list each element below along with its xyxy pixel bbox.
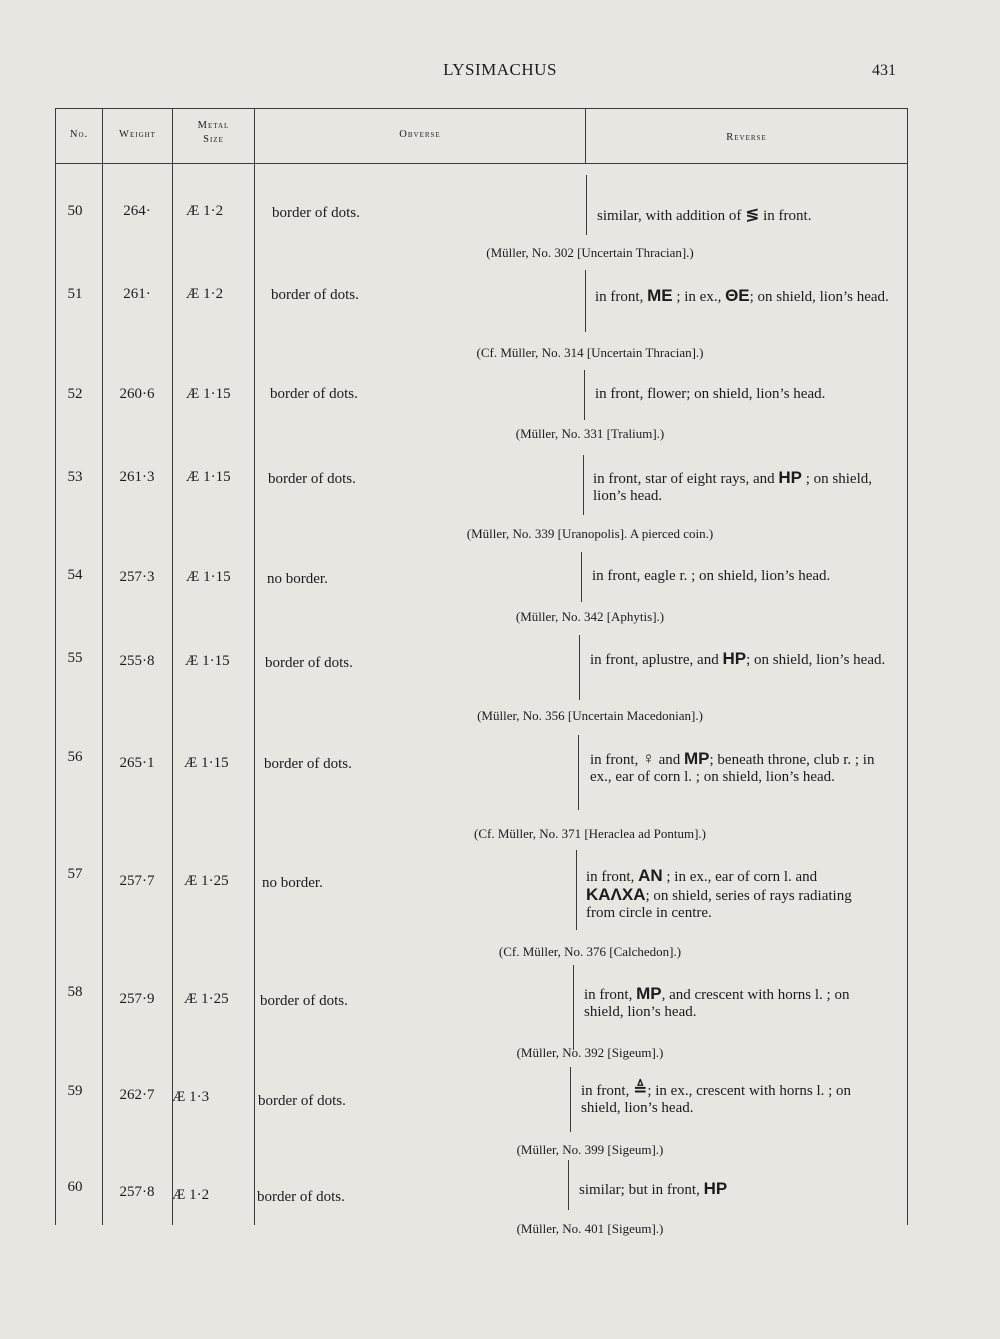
row-metal-size: Æ 1·2: [186, 286, 224, 302]
row-reference: (Cf. Müller, No. 314 [Uncertain Thracian].): [476, 345, 704, 360]
row-metal-size: Æ 1·15: [186, 469, 231, 485]
row-number: 53: [67, 469, 83, 485]
row-reverse: in front, eagle r. ; on shield, lion’s head.: [592, 568, 831, 584]
row-weight: 261·3: [119, 469, 155, 485]
row-reverse: [590, 650, 890, 669]
monogram: ♀: [642, 749, 655, 768]
row-obverse: border of dots.: [271, 287, 359, 303]
row-reference: (Müller, No. 401 [Sigeum].): [516, 1221, 664, 1236]
row-reverse: [581, 1081, 881, 1117]
reverse-text: ; in ex.,: [672, 289, 726, 305]
reverse-divider: [585, 270, 586, 332]
header-reverse: Reverse: [726, 132, 767, 143]
monogram: ΚΑΛΧΑ: [586, 885, 646, 904]
reverse-divider: [581, 552, 582, 602]
row-obverse: border of dots.: [265, 655, 353, 671]
monogram: ΜΡ: [636, 984, 662, 1003]
row-obverse: border of dots.: [268, 471, 356, 487]
row-number: 54: [67, 567, 83, 583]
reverse-text: similar, with addition of: [597, 208, 746, 224]
row-reference: (Müller, No. 331 [Tralium].): [515, 426, 665, 441]
row-weight: 257·3: [119, 569, 155, 585]
row-weight: 257·8: [119, 1184, 155, 1200]
reverse-text: in front,: [586, 869, 639, 885]
row-obverse: border of dots.: [272, 205, 360, 221]
row-weight: 264·: [123, 203, 151, 219]
page-number: 431: [872, 62, 896, 79]
row-weight: 265·1: [119, 755, 155, 771]
row-metal-size: Æ 1·25: [184, 991, 229, 1007]
reverse-text: ; on shield, series of rays radiating from circle in centre.: [586, 888, 852, 921]
row-number: 60: [67, 1179, 83, 1195]
row-reverse: [595, 287, 890, 306]
row-obverse: border of dots.: [270, 386, 358, 402]
row-number: 58: [67, 984, 83, 1000]
row-weight: 261·: [123, 286, 151, 302]
row-reference: (Müller, No. 399 [Sigeum].): [516, 1142, 664, 1157]
row-metal-size: Æ 1·2: [172, 1187, 210, 1203]
row-reference: (Müller, No. 356 [Uncertain Macedonian].): [477, 708, 703, 723]
row-number: 55: [67, 650, 83, 666]
row-reference: (Müller, No. 392 [Sigeum].): [516, 1045, 664, 1060]
row-reference: (Cf. Müller, No. 371 [Heraclea ad Pontum].): [474, 826, 706, 841]
header-weight: Weight: [119, 129, 156, 140]
reverse-text: ; on shield, lion’s head.: [593, 471, 872, 504]
row-reverse: [586, 867, 882, 922]
monogram: ΗΡ: [778, 468, 802, 487]
header-metal: Metal: [197, 120, 230, 131]
header-metal-size: [173, 119, 254, 147]
row-weight: 260·6: [119, 386, 155, 402]
reverse-text: , and crescent with horns l. ; on shield, lion’s head.: [584, 987, 850, 1020]
row-weight: 262·7: [119, 1087, 155, 1103]
row-obverse: no border.: [267, 571, 328, 587]
col-rule-weight: [102, 108, 103, 1225]
row-number: 50: [67, 203, 83, 219]
row-metal-size: Æ 1·3: [172, 1089, 210, 1105]
row-metal-size: Æ 1·15: [186, 386, 231, 402]
row-obverse: border of dots.: [260, 993, 348, 1009]
table-header-rule: [55, 163, 908, 164]
reverse-text: in front.: [759, 208, 812, 224]
row-number: 51: [67, 286, 83, 302]
row-weight: 257·7: [119, 873, 155, 889]
header-size: Size: [203, 134, 224, 145]
row-reverse: in front, flower; on shield, lion’s head.: [595, 386, 826, 402]
monogram: ΘΕ: [725, 286, 750, 305]
row-metal-size: Æ 1·15: [185, 653, 230, 669]
reverse-divider: [586, 175, 587, 235]
reverse-text: in front,: [584, 987, 637, 1003]
row-reference: (Müller, No. 302 [Uncertain Thracian].): [486, 245, 694, 260]
row-obverse: border of dots.: [258, 1093, 346, 1109]
row-metal-size: Æ 1·2: [186, 203, 224, 219]
reverse-divider: [576, 850, 577, 930]
reverse-text: similar; but in front,: [579, 1182, 704, 1198]
row-reverse: [579, 1180, 879, 1199]
monogram: ΜΕ: [647, 286, 673, 305]
row-reverse: [590, 750, 882, 786]
reverse-divider: [578, 735, 579, 810]
row-number: 57: [67, 866, 83, 882]
reverse-divider: [568, 1160, 569, 1210]
row-reference: (Müller, No. 339 [Uranopolis]. A pierced coin.): [466, 526, 714, 541]
monogram: ΑΝ: [638, 866, 663, 885]
row-obverse: border of dots.: [257, 1189, 345, 1205]
reverse-divider: [573, 965, 574, 1050]
row-reference: (Müller, No. 342 [Aphytis].): [515, 609, 665, 624]
reverse-divider: [583, 455, 584, 515]
table-top-rule: [55, 108, 908, 109]
row-reverse: [584, 985, 880, 1021]
reverse-text: ; in ex., ear of corn l. and: [662, 869, 818, 885]
row-metal-size: Æ 1·15: [184, 755, 229, 771]
row-reverse: [597, 206, 897, 225]
header-no: No.: [69, 129, 89, 140]
row-number: 56: [67, 749, 83, 765]
row-number: 59: [67, 1083, 83, 1099]
reverse-text: and: [654, 752, 684, 768]
reverse-text: in front,: [595, 289, 648, 305]
row-weight: 257·9: [119, 991, 155, 1007]
row-metal-size: Æ 1·25: [184, 873, 229, 889]
reverse-text: in front, aplustre, and: [590, 652, 723, 668]
header-obverse: Obverse: [399, 129, 441, 140]
row-number: 52: [67, 386, 83, 402]
monogram: ΗΡ: [703, 1179, 728, 1198]
reverse-divider: [579, 635, 580, 700]
reverse-text: in front, star of eight rays, and: [593, 471, 779, 487]
monogram: ≜: [633, 1080, 648, 1099]
row-metal-size: Æ 1·15: [186, 569, 231, 585]
reverse-text: ; in ex., crescent with horns l. ; on shield, lion’s head.: [581, 1083, 852, 1116]
reverse-text: in front,: [581, 1083, 634, 1099]
reverse-text: ; beneath throne, club r. ; in ex., ear of corn l. ; on shield, lion’s head.: [590, 752, 875, 785]
reverse-text: ; on shield, lion’s head.: [746, 652, 886, 668]
monogram: ≶: [745, 205, 760, 224]
table-left-rule: [55, 108, 56, 1225]
monogram: ΜΡ: [684, 749, 710, 768]
reverse-divider: [570, 1067, 571, 1132]
reverse-text: in front,: [590, 752, 643, 768]
row-reference: (Cf. Müller, No. 376 [Calchedon].): [498, 944, 682, 959]
row-reverse: [593, 469, 889, 505]
row-obverse: no border.: [262, 875, 323, 891]
row-weight: 255·8: [119, 653, 155, 669]
monogram: ΗΡ: [722, 649, 747, 668]
reverse-text: ; on shield, lion’s head.: [749, 289, 889, 305]
running-title: LYSIMACHUS: [443, 60, 557, 79]
row-obverse: border of dots.: [264, 756, 352, 772]
reverse-divider: [584, 370, 585, 420]
col-rule-metal: [172, 108, 173, 1225]
